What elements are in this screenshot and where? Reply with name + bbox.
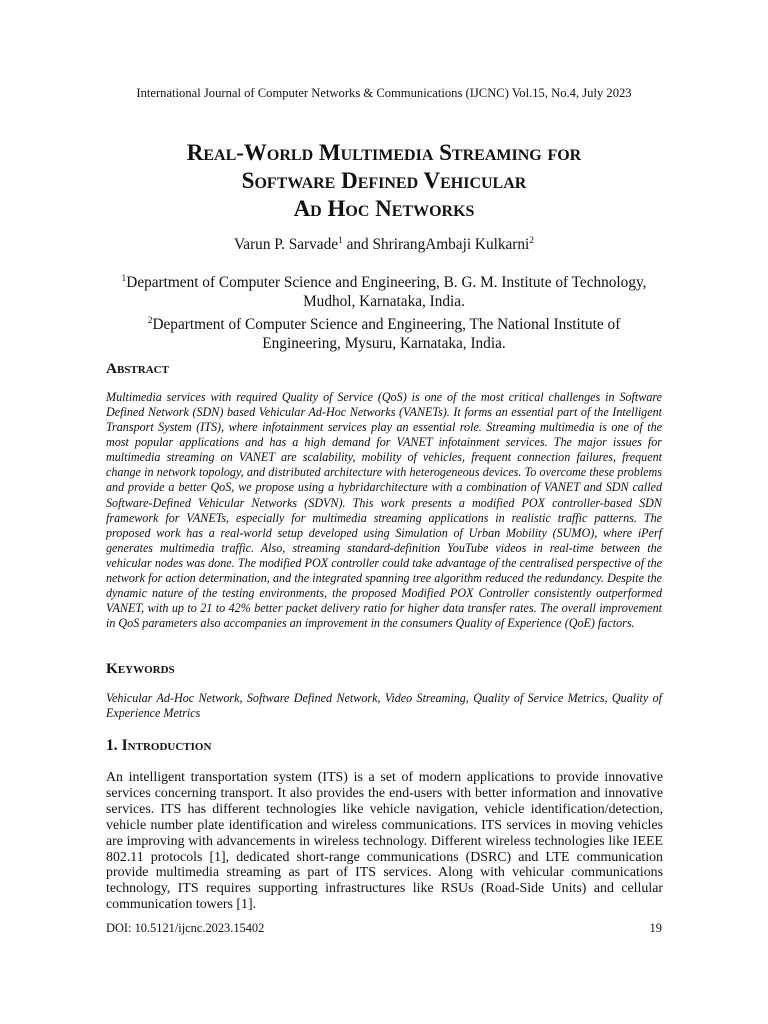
introduction-heading: 1. Introduction xyxy=(106,737,212,754)
title-line-1: Real-World Multimedia Streaming for xyxy=(186,140,582,165)
keywords-heading: Keywords xyxy=(106,660,175,677)
affiliation-1-mark: 1 xyxy=(121,274,127,284)
abstract-text: Multimedia services with required Quality of Service (QoS) is one of the most critical challenges in Software Defined Network (SDN) based Vehicular Ad-Hoc Networks (VANETs). It forms an essential part of the Intelligent Transport System (ITS), where infotainment services play an essential role. Streaming multimedia is one of the most popular applications and has a high demand for VANET infotainment services. The major issues for multimedia streaming on VANET are scalability, mobility of vehicles, frequent connection failures, frequent change in network topology, and distributed architecture with heterogeneous devices. To overcome these problems and provide a better QoS, we propose using a hybridarchitecture with a combination of VANET and SDN called Software-Defined Vehicular Networks (SDVN). This work presents a modified POX controller-based SDN framework for VANETs, especially for multimedia streaming applications in realistic traffic patterns. The proposed work has a real-world setup developed using Simulation of Urban Mobility (SUMO), where iPerf generates multimedia traffic. Also, streaming standard-definition YouTube videos in real-time between the vehicular nodes was done. The modified POX controller could take advantage of the centralised perspective of the network for action determination, and the integrated spanning tree algorithm reduced the redundancy. Despite the dynamic nature of the testing environments, the proposed Modified POX Controller consistently outperformed VANET, with up to 21 to 42% better packet delivery ratio for higher data transfer rates. The overall improvement in QoS parameters also accompanies an improvement in the consumers Quality of Experience (QoE) factors. xyxy=(106,390,662,631)
keywords-text: Vehicular Ad-Hoc Network, Software Defined Network, Video Streaming, Quality of Service Metrics, Quality of Experience Metrics xyxy=(106,691,662,721)
title-line-2: Software Defined Vehicular xyxy=(241,168,527,193)
author-1: Varun P. Sarvade xyxy=(233,236,339,254)
affiliation-1-line-1 xyxy=(0,270,768,292)
doi-footer: DOI: 10.5121/ijcnc.2023.15402 xyxy=(106,921,265,935)
author-2: ShrirangAmbaji Kulkarni xyxy=(372,236,530,254)
affiliation-2-line-1 xyxy=(0,312,768,334)
author-1-affil-mark: 1 xyxy=(338,236,343,246)
paper-title xyxy=(0,139,768,223)
author-list xyxy=(0,236,768,254)
journal-header: International Journal of Computer Networks & Communications (IJCNC) Vol.15, No.4, July 2023 xyxy=(136,86,632,100)
affiliations xyxy=(0,270,768,353)
affiliation-2-text: Department of Computer Science and Engineering, The National Institute of xyxy=(152,315,621,333)
title-line-3: Ad Hoc Networks xyxy=(293,196,475,221)
author-2-affil-mark: 2 xyxy=(529,236,535,246)
affiliation-2-mark: 2 xyxy=(147,315,153,326)
page-number: 19 xyxy=(649,921,662,935)
affiliation-2-line-2: Engineering, Mysuru, Karnataka, India. xyxy=(262,334,506,352)
introduction-text: An intelligent transportation system (ITS) is a set of modern applications to provide innovative services concerning transport. It also provides the end-users with better information and innovative services. ITS has different technologies like vehicle navigation, vehicle identification/detection, vehicle number plate identification and wireless communications. ITS services in moving vehicles are improving with advancements in wireless technology. Different wireless technologies like IEEE 802.11 protocols [1], dedicated short-range communications (DSRC) and LTE communication provide multimedia streaming as part of ITS services. Along with vehicular communications technology, ITS requires supporting infrastructures like RSUs (Road-Side Units) and cellular communication towers [1]. xyxy=(106,770,663,913)
affiliation-1-line-2: Mudhol, Karnataka, India. xyxy=(303,293,465,311)
abstract-heading: Abstract xyxy=(106,360,169,377)
affiliation-1-text: Department of Computer Science and Engineering, B. G. M. Institute of Technology, xyxy=(126,274,647,292)
author-conjunction: and xyxy=(342,236,373,254)
